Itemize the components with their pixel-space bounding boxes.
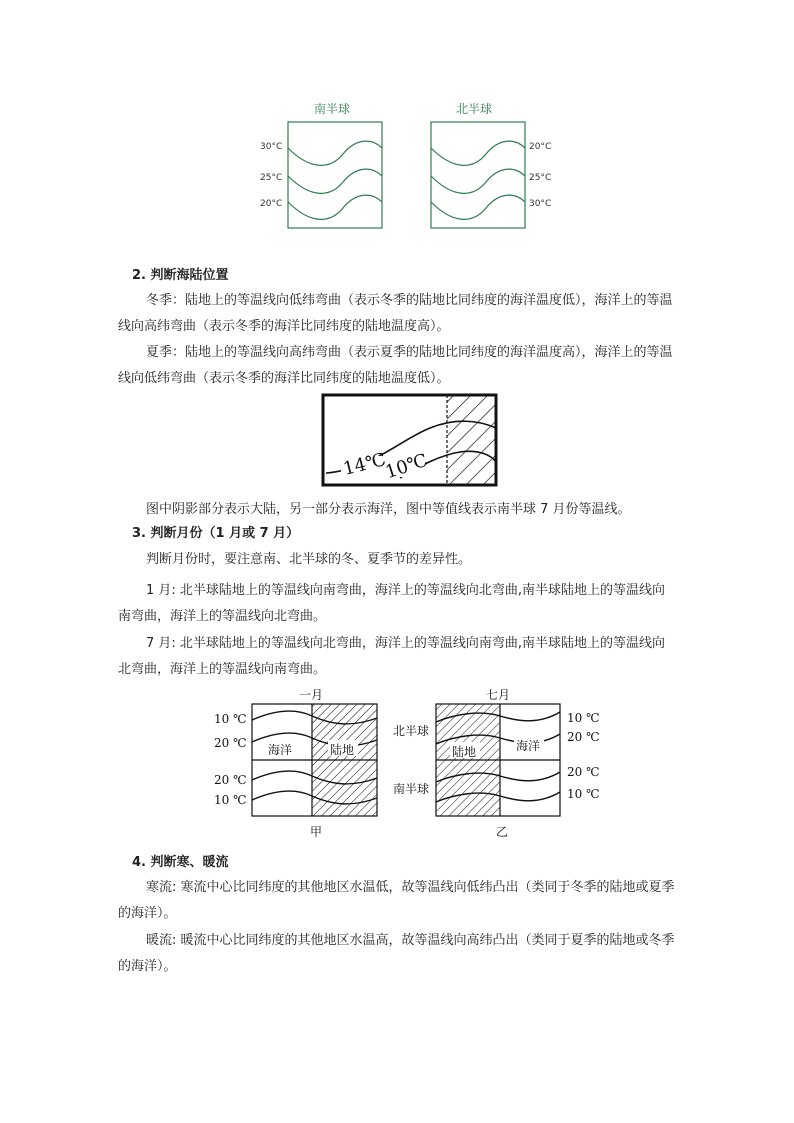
isotherm-10-label: 10℃ bbox=[382, 449, 431, 484]
figB-temp-n20: 20 ℃ bbox=[567, 730, 600, 744]
north-hemisphere-title: 北半球 bbox=[456, 102, 493, 116]
section3-jan: 1 月: 北半球陆地上的等温线向南弯曲，海洋上的等温线向北弯曲,南半球陆地上的等温线向南弯曲，海洋上的等温线向北弯曲。 bbox=[118, 583, 666, 624]
figA-temp-n10: 10 ℃ bbox=[214, 712, 247, 726]
section4-cold: 寒流: 寒流中心比同纬度的其他地区水温低，故等温线向低纬凸出（类同于冬季的陆地或夏季的海洋）。 bbox=[118, 880, 675, 921]
figB-title: 七月 bbox=[486, 688, 511, 702]
section2-summer-text: 夏季：陆地上的等温线向高纬弯曲（表示夏季的陆地比同纬度的海洋温度高），海洋上的等温线向低纬弯曲（表示冬季的海洋比同纬度的陆地温度低）。 bbox=[118, 345, 673, 386]
north-label-30: 30°C bbox=[529, 199, 552, 209]
figA-land-label: 陆地 bbox=[330, 743, 355, 757]
figB-north-label: 北半球 bbox=[393, 724, 430, 738]
figA-temp-s10: 10 ℃ bbox=[214, 793, 247, 807]
figB-temp-s20: 20 ℃ bbox=[567, 765, 600, 779]
south-hemisphere-title: 南半球 bbox=[314, 102, 351, 116]
figA-sea-label: 海洋 bbox=[268, 743, 293, 757]
section4-heading: 4. 判断寒、暖流 bbox=[132, 855, 229, 870]
north-label-25: 25°C bbox=[529, 173, 552, 183]
south-label-20: 20°C bbox=[260, 199, 283, 209]
figA-temp-n20: 20 ℃ bbox=[214, 736, 247, 750]
figB-temp-n10: 10 ℃ bbox=[567, 711, 600, 725]
south-label-30: 30°C bbox=[260, 142, 283, 152]
section3-heading: 3. 判断月份（1 月或 7 月） bbox=[132, 526, 300, 541]
figA-title: 一月 bbox=[299, 688, 324, 702]
south-label-25: 25°C bbox=[260, 173, 283, 183]
section2-caption: 图中阴影部分表示大陆，另一部分表示海洋，图中等值线表示南半球 7 月份等温线。 bbox=[146, 502, 631, 517]
figB-temp-s10: 10 ℃ bbox=[567, 787, 600, 801]
figA-temp-s20: 20 ℃ bbox=[214, 773, 247, 787]
section2-winter-text: 冬季：陆地上的等温线向低纬弯曲（表示冬季的陆地比同纬度的海洋温度低），海洋上的等温线向高纬弯曲（表示冬季的海洋比同纬度的陆地温度高）。 bbox=[118, 293, 673, 334]
figB-south-label: 南半球 bbox=[393, 782, 430, 796]
figB-land-label: 陆地 bbox=[452, 745, 477, 759]
figB-caption: 乙 bbox=[496, 825, 509, 839]
section4-warm: 暖流: 暖流中心比同纬度的其他地区水温高，故等温线向高纬凸出（类同于夏季的陆地或冬季的海洋）。 bbox=[118, 933, 675, 974]
section3-intro: 判断月份时，要注意南、北半球的冬、夏季节的差异性。 bbox=[146, 552, 472, 567]
north-label-20: 20°C bbox=[529, 142, 552, 152]
section2-heading: 2. 判断海陆位置 bbox=[132, 268, 229, 283]
figB-sea-label: 海洋 bbox=[516, 739, 541, 753]
figA-caption: 甲 bbox=[310, 825, 323, 839]
isotherm-14-label: 14℃ bbox=[341, 449, 388, 480]
section3-jul: 7 月: 北半球陆地上的等温线向北弯曲，海洋上的等温线向南弯曲,南半球陆地上的等温线向北弯曲，海洋上的等温线向南弯曲。 bbox=[118, 636, 666, 677]
